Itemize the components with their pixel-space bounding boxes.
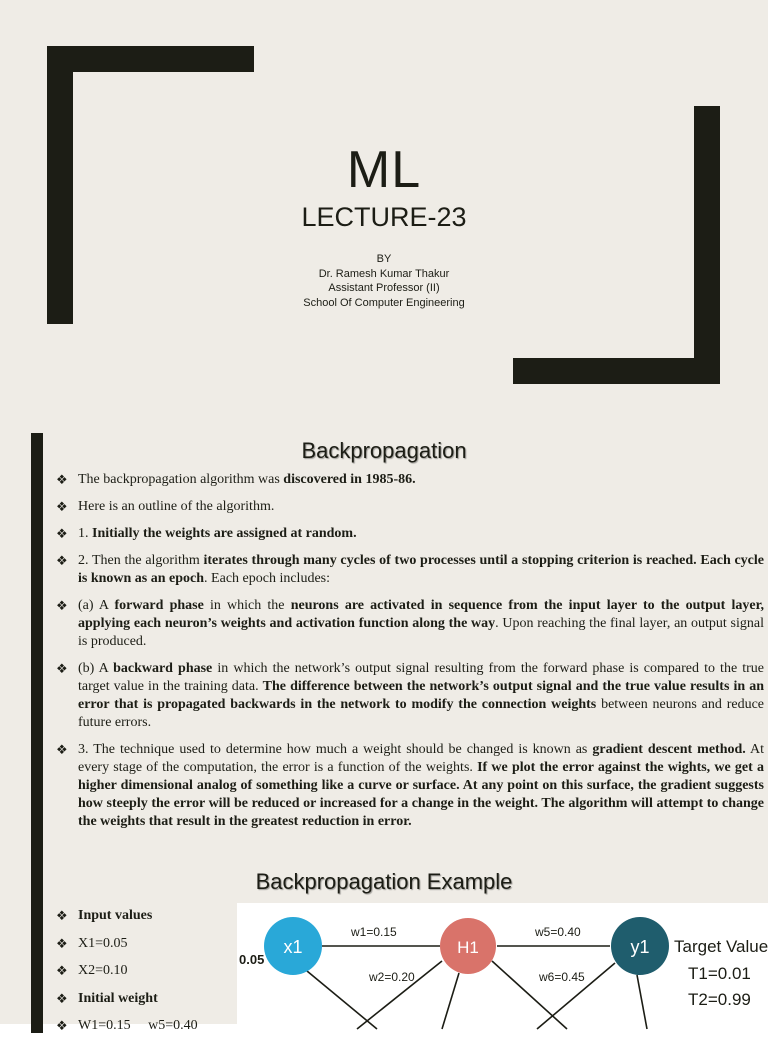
diamond-bullet-icon: ❖ bbox=[56, 935, 68, 951]
bullet-bold-text: backward phase bbox=[113, 661, 213, 676]
node-y1-label: y1 bbox=[630, 937, 650, 957]
bullet-bold-text: Initially the weights are assigned at random. bbox=[92, 526, 357, 541]
bullet-item bbox=[56, 552, 764, 588]
input-values-text: W1=0.15 w5=0.40 bbox=[78, 1018, 198, 1033]
node-x1-label: x1 bbox=[283, 937, 303, 957]
byline-by: BY bbox=[376, 253, 392, 265]
bullet-item bbox=[56, 498, 764, 516]
input-values-item bbox=[56, 962, 236, 980]
bullet-bold-text: discovered in 1985-86. bbox=[283, 472, 416, 487]
weight-w2-label: w2=0.20 bbox=[369, 970, 415, 984]
bullet-text: in which the bbox=[203, 598, 291, 613]
bullet-item bbox=[56, 525, 764, 543]
target-t2: T2=0.99 bbox=[688, 990, 751, 1009]
bullet-bold-text: gradient descent method. bbox=[592, 742, 746, 757]
bullet-bold-text: neurons are activated in sequence from the input layer to the output layer, applying each neuron’s weights and activation function along the way bbox=[78, 598, 764, 631]
input-values-item bbox=[56, 907, 236, 925]
frame-bar-bottom-right-horizontal bbox=[513, 358, 720, 384]
input-values-item bbox=[56, 1017, 236, 1035]
diamond-bullet-icon: ❖ bbox=[56, 661, 68, 676]
bullet-text: 2. Then the algorithm bbox=[78, 553, 204, 568]
weight-w6-label: w6=0.45 bbox=[539, 970, 585, 984]
input-values-list bbox=[56, 907, 236, 1045]
node-h1-label: H1 bbox=[457, 938, 479, 957]
frame-bar-top-left-horizontal bbox=[47, 46, 254, 72]
bullet-item bbox=[56, 471, 764, 489]
diamond-bullet-icon: ❖ bbox=[56, 908, 68, 923]
weight-w5-label: w5=0.40 bbox=[535, 925, 581, 939]
diamond-bullet-icon: ❖ bbox=[56, 963, 68, 978]
example-heading: Backpropagation Example bbox=[255, 869, 513, 894]
diamond-bullet-icon: ❖ bbox=[56, 526, 68, 541]
diamond-bullet-icon: ❖ bbox=[56, 990, 68, 1006]
bullet-text: Here is an outline of the algorithm. bbox=[78, 499, 275, 514]
diamond-bullet-icon: ❖ bbox=[56, 1018, 68, 1033]
bullet-text: At every stage of the computation, the error is a function of the weights. bbox=[78, 742, 764, 775]
diamond-bullet-icon: ❖ bbox=[56, 742, 68, 757]
bullet-text: between neurons and reduce future errors. bbox=[78, 697, 765, 730]
title-slide bbox=[0, 0, 768, 418]
slide-title: ML bbox=[346, 141, 422, 199]
byline-position: Assistant Professor (II) bbox=[328, 282, 440, 294]
input-value-label: 0.05 bbox=[239, 952, 265, 967]
bullet-bold-text: forward phase bbox=[114, 598, 204, 613]
input-values-item bbox=[56, 990, 236, 1008]
diamond-bullet-icon: ❖ bbox=[56, 598, 68, 613]
bullet-list bbox=[56, 471, 764, 840]
bullet-text: (b) A bbox=[78, 661, 114, 676]
diamond-bullet-icon: ❖ bbox=[56, 553, 68, 568]
bullet-text: in which the network’s output signal resulting from the forward phase is compared to the true target value in the training data. bbox=[78, 661, 764, 694]
diamond-bullet-icon: ❖ bbox=[56, 499, 68, 514]
bullet-text: (a) A bbox=[78, 598, 115, 613]
byline-school: School Of Computer Engineering bbox=[303, 296, 465, 309]
bullet-item bbox=[56, 597, 764, 651]
bullet-text: The backpropagation algorithm was bbox=[78, 472, 284, 487]
target-title: Target Value bbox=[674, 937, 768, 956]
input-values-text: X1=0.05 bbox=[78, 935, 128, 951]
edge-x1-down bbox=[307, 971, 377, 1029]
weight-w1-label: w1=0.15 bbox=[351, 925, 397, 939]
section-heading: Backpropagation bbox=[301, 438, 467, 463]
network-diagram bbox=[237, 903, 768, 1024]
input-values-text: Input values bbox=[78, 908, 153, 923]
edge-y1-down bbox=[637, 975, 647, 1029]
slide-subtitle: LECTURE-23 bbox=[301, 202, 467, 232]
bullet-item bbox=[56, 741, 764, 831]
input-values-text: Initial weight bbox=[78, 990, 158, 1006]
bullet-bold-text: If we plot the error against the wights, we get a higher dimensional analog of something like a curve or surface. At any point on this surface, the gradient suggests how steeply the error will be reduced or increased for a change in the weight. The algorithm will attempt to change the weights that result in the greatest reduction in error. bbox=[78, 760, 764, 829]
bullet-item bbox=[56, 660, 764, 732]
input-values-item bbox=[56, 935, 236, 953]
bullet-bold-text: iterates through many cycles of two processes until a stopping criterion is reached. Each cycle is known as an epoch bbox=[78, 553, 764, 586]
bullet-text: . Upon reaching the final layer, an output signal is produced. bbox=[78, 616, 764, 649]
accent-bar bbox=[31, 433, 43, 1033]
target-t1: T1=0.01 bbox=[688, 964, 751, 983]
edge-h1-down bbox=[442, 973, 459, 1029]
bullet-text: . Each epoch includes: bbox=[204, 571, 330, 586]
bullet-text: 1. bbox=[78, 526, 92, 541]
byline-author: Dr. Ramesh Kumar Thakur bbox=[318, 267, 450, 280]
byline bbox=[0, 252, 768, 310]
bullet-bold-text: The difference between the network’s output signal and the true value results in an error that is propagated backwards in the network to modify the connection weights bbox=[78, 679, 764, 712]
input-values-text: X2=0.10 bbox=[78, 963, 128, 978]
bullet-text: 3. The technique used to determine how much a weight should be changed is known as bbox=[78, 742, 593, 757]
diamond-bullet-icon: ❖ bbox=[56, 472, 68, 487]
content-slide bbox=[0, 418, 768, 1033]
